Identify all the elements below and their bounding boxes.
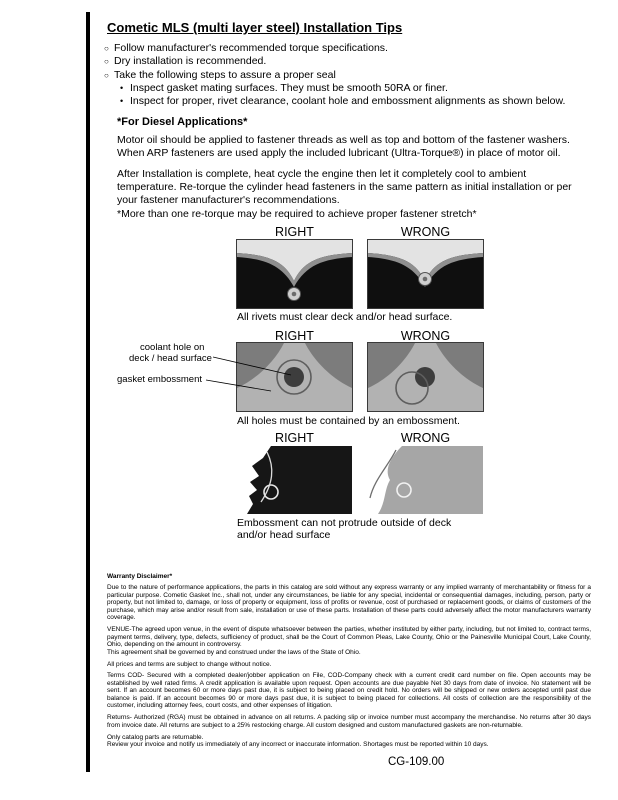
holes-caption: All holes must be contained by an embossment. (237, 415, 460, 427)
list-item (104, 55, 584, 68)
open-bullet-icon: ○ (104, 44, 109, 53)
page-title: Cometic MLS (multi layer steel) Installation Tips (107, 20, 403, 35)
right-label: RIGHT (275, 329, 314, 343)
legal-section (107, 573, 591, 749)
gasket-embossment-label: gasket embossment (117, 374, 203, 385)
diesel-heading: *For Diesel Applications* (117, 116, 248, 128)
list-item (104, 95, 584, 107)
embossment-caption: Embossment can not protrude outside of deck (237, 517, 452, 529)
tip-text: Inspect gasket mating surfaces. They must be smooth 50RA or finer. (130, 82, 448, 95)
figure-coolant-wrong (368, 343, 483, 411)
coolant-hole-label: coolant hole on (140, 342, 205, 353)
tip-text: Inspect for proper, rivet clearance, coolant hole and embossment alignments as shown below. (130, 94, 566, 107)
tip-text: Dry installation is recommended. (114, 55, 267, 68)
tip-text: Take the following steps to assure a proper seal (114, 68, 336, 81)
tip-text: Follow manufacturer's recommended torque specifications. (114, 42, 388, 54)
left-margin-rule (86, 12, 90, 772)
figure-rivet-right (237, 240, 352, 308)
right-label: RIGHT (275, 431, 314, 445)
coolant-hole-label-line2: deck / head surface (129, 353, 212, 364)
list-item (104, 82, 584, 94)
list-item (104, 69, 584, 82)
figure-coolant-right (237, 343, 352, 411)
filled-bullet-icon: • (120, 95, 124, 106)
returns-paragraph: Returns- Authorized (RGA) must be obtained in advance on all returns. A packing slip or invoice number must accompany the merchandise. No returns after 30 days from invoice date. All returns are subject to a 25% restocking charge. All custom designed and custom manufactured gaskets are non-returnable. (107, 714, 591, 729)
filled-bullet-icon: • (120, 83, 124, 94)
open-bullet-icon: ○ (104, 70, 109, 80)
open-bullet-icon: ○ (104, 57, 109, 67)
diesel-paragraph-2: After Installation is complete, heat cycle the engine then let it completely cool to ambient temperature. Re-torque the cylinder head fasteners in the same pattern as initial installation or per your fastener manufacturer's recommendations. (117, 168, 572, 206)
embossment-caption-line2: and/or head surface (237, 529, 331, 541)
prices-paragraph: All prices and terms are subject to change without notice. (107, 660, 272, 668)
rivet-caption: All rivets must clear deck and/or head surface. (237, 311, 453, 323)
wrong-label: WRONG (400, 431, 451, 445)
wrong-label: WRONG (400, 225, 451, 239)
figure-embossment-right (237, 446, 352, 514)
doc-number: CG-109.00 (388, 756, 445, 768)
list-item (104, 42, 584, 55)
wrong-label: WRONG (400, 329, 451, 343)
warranty-disclaimer-heading: Warranty Disclaimer* (107, 573, 173, 580)
diesel-paragraph-1: Motor oil should be applied to fastener threads as well as top and bottom of the fastener washers. When ARP fasteners are used apply the included lubricant (Ultra-Torque®) in place of motor oil. (117, 134, 570, 159)
figure-rivet-wrong (368, 240, 483, 308)
tips-list (104, 42, 584, 107)
venue-paragraph: VENUE-The agreed upon venue, in the event of dispute whatsoever between the parties, whether instituted by either party, including, but not limited to, contract terms, payment terms, delivery, type, defects, sufficiency of product, shall be the Court of Common Pleas, Lake County, Ohio or the Painesville Municipal Court, Lake County, Ohio, depending on the amount in controversy. (107, 626, 591, 649)
catalog-paragraph: Only catalog parts are returnable. (107, 733, 204, 741)
warranty-paragraph: Due to the nature of performance applications, the parts in this catalog are sold without any express warranty or any implied warranty of merchantability or fitness for a particular purpose. Cometic Gasket Inc., shall not, under any circumstances, be liable for any special, incidental or consequential damages, including, person, party or property, but not limited to, damage, or loss of property or equipment, loss of profits or revenue, cost of purchased or replacement goods, or claims of customers of the purchase, which may arise and/or result from sale, installation or use of these parts. Installation of these parts could adversely affect the motor manufacturers warranty coverage. (107, 584, 591, 622)
terms-paragraph: Terms COD- Secured with a completed dealer/jobber application on File, COD-Company check with a current credit card number on file. Open accounts may be established by well rated firms. A credit application is available upon request. Open accounts are due payable Net 30 days from date of invoice. No statement will be sent. If an account becomes 60 or more days past due, it is subject to being placed on credit hold. No orders will be shipped or new orders accepted until past due balance is paid. If an account becomes 90 or more days past due, it is subject to being placed for collections. All costs of collection are the responsibility of the customer, including attorney fees, court costs, and other expenses of litigation. (107, 672, 591, 710)
right-label: RIGHT (275, 225, 314, 239)
venue-paragraph-2: This agreement shall be governed by and construed under the laws of the State of Ohio. (107, 648, 361, 656)
retorque-note: *More than one re-torque may be required to achieve proper fastener stretch* (117, 208, 477, 220)
figure-embossment-wrong (368, 446, 483, 514)
review-paragraph: Review your invoice and notify us immediately of any incorrect or inaccurate information. Shortages must be reported within 10 days. (107, 741, 489, 749)
